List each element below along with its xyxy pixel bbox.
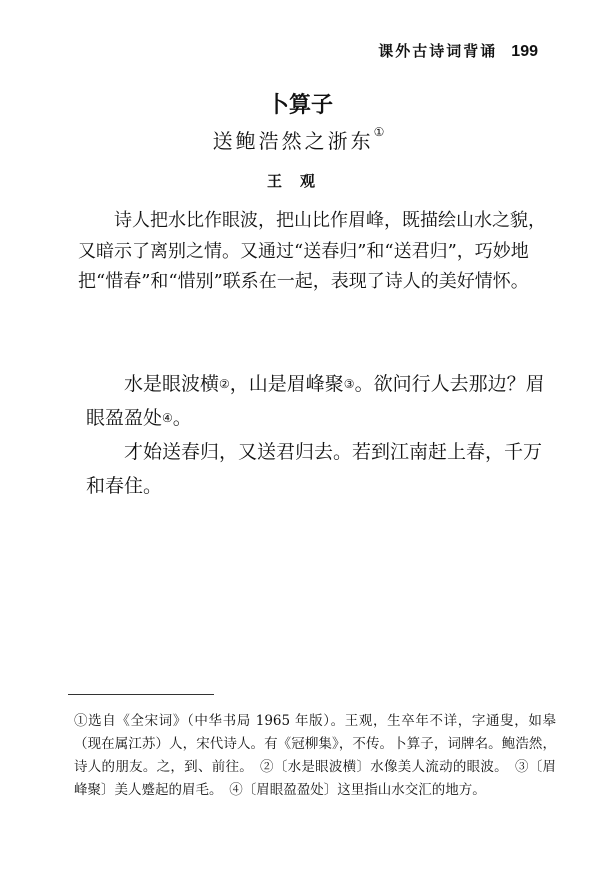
subtitle-text: 送鲍浩然之浙东 [212, 129, 374, 153]
stanza-1 [86, 367, 546, 435]
poem-author: 王观 [266, 172, 333, 190]
poem-title: 卜算子 [266, 93, 333, 118]
stanza-1-part-3: 。欲问行人去那边？眉眼盈盈处 [86, 373, 545, 429]
intro-paragraph: 诗人把水比作眼波，把山比作眉峰，既描绘山水之貌，又暗示了离别之情。又通过“送春归”和“送君归”，巧妙地把“惜春”和“惜别”联系在一起，表现了诗人的美好情怀。 [78, 210, 546, 292]
stanza-1-part-2: ，山是眉峰聚 [229, 373, 344, 395]
stanza-2: 才始送春归，又送君归去。若到江南赶上春，千万和春住。 [86, 441, 543, 497]
page-header [378, 40, 538, 61]
footnote-marker: ④ [162, 411, 173, 425]
stanza-1-part-4: 。 [172, 407, 192, 429]
footnote-marker: ① [373, 125, 388, 139]
stanza-1-part-1: 水是眼波横 [124, 373, 220, 395]
poem-subtitle [0, 125, 600, 154]
page-number: 199 [511, 43, 538, 60]
footnotes: ①选自《全宋词》（中华书局 1965 年版）。王观，生卒年不详，字通叟，如皋（现在属江苏）人，宋代诗人。有《冠柳集》，不传。卜算子，词牌名。鲍浩然，诗人的朋友。之，到、前往。 ②〔水是眼波横〕水像美人流动的眼波。 ③〔眉峰聚〕美人蹙起的眉毛。 ④〔眉眼盈盈处〕这里指山水交汇的地方。 [74, 713, 556, 798]
footnote-divider [68, 694, 214, 695]
footnote-marker: ② [219, 377, 230, 391]
footnote-marker: ③ [343, 377, 355, 391]
section-title: 课外古诗词背诵 [378, 42, 498, 60]
poem-body [86, 367, 546, 503]
